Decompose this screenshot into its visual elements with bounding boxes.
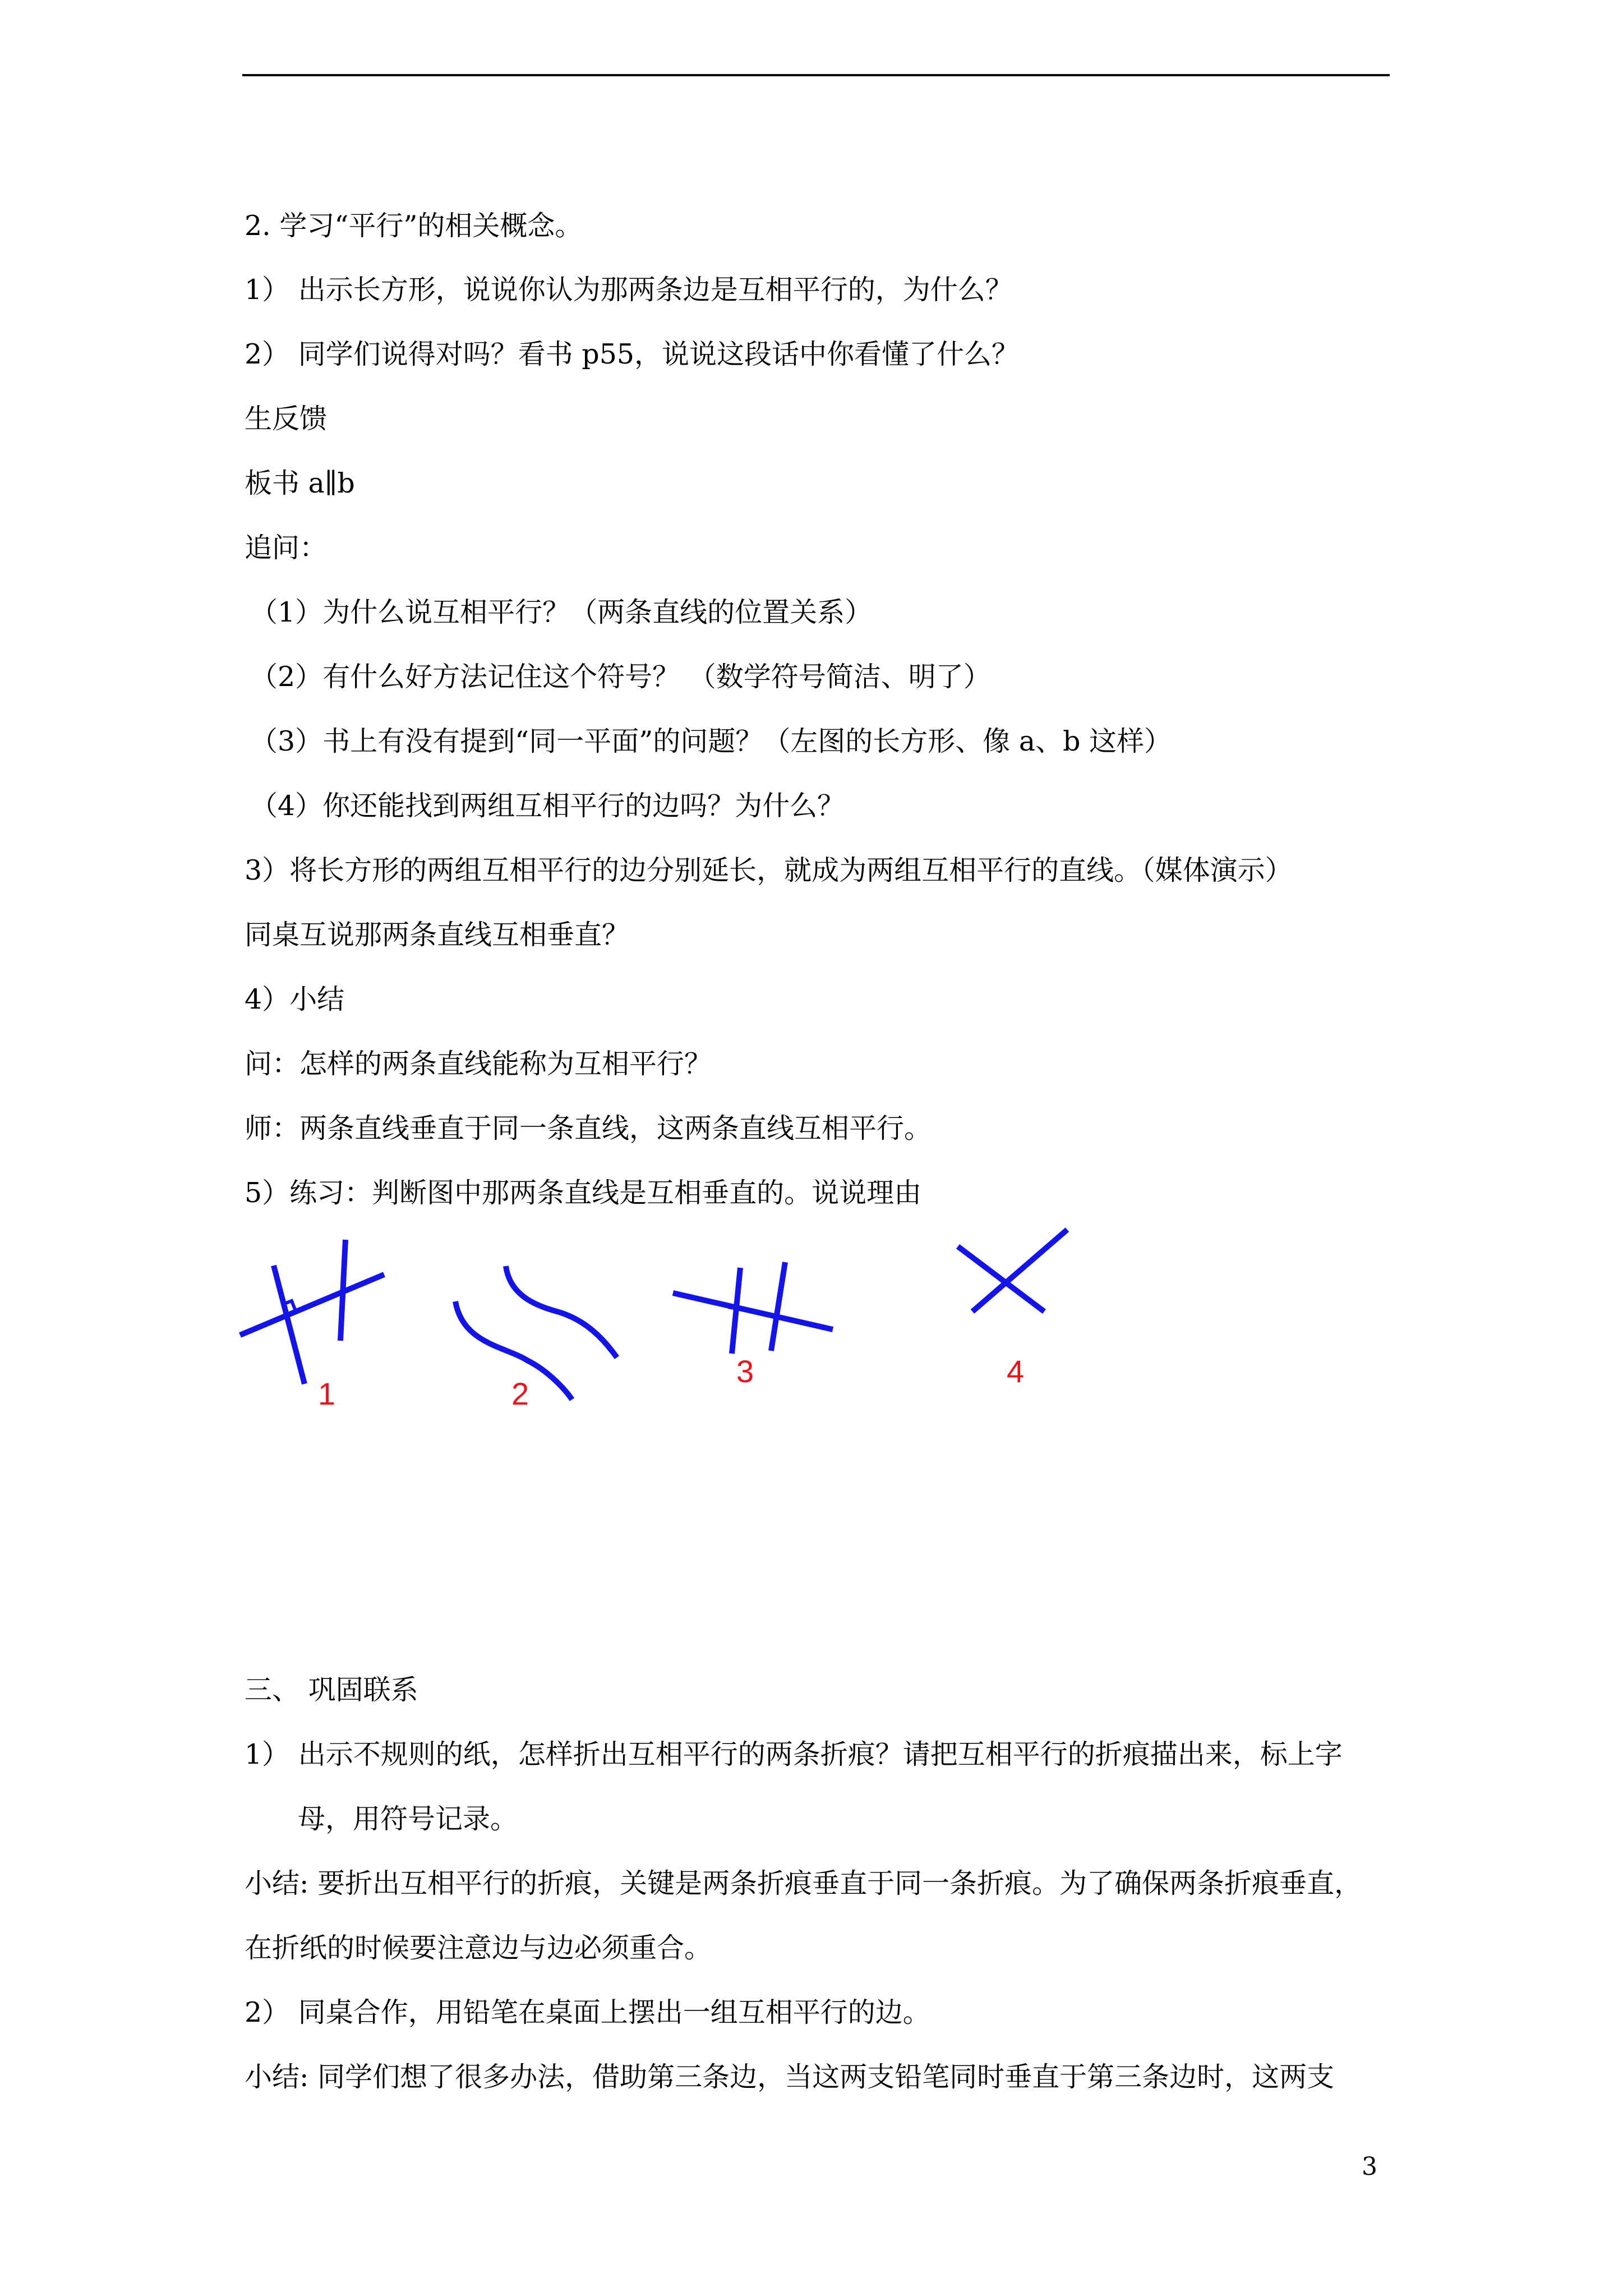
text-line: 5）练习：判断图中那两条直线是互相垂直的。说说理由 xyxy=(245,1177,922,1209)
text-line: （3）书上有没有提到“同一平面”的问题？（左图的长方形、像 a、b 这样） xyxy=(250,725,1172,757)
fig3-transversal xyxy=(673,1293,833,1329)
text-line: 追问： xyxy=(245,532,328,564)
figure-label-3: 3 xyxy=(736,1354,754,1389)
fig1-transversal xyxy=(240,1274,384,1335)
fig3-line-b xyxy=(771,1262,785,1351)
text-line: 1） 出示长方形，说说你认为那两条边是互相平行的，为什么？ xyxy=(245,274,1013,306)
text-line: 3）将长方形的两组互相平行的边分别延长，就成为两组互相平行的直线。（媒体演示） xyxy=(245,854,1293,886)
text-line: 小结: 要折出互相平行的折痕，关键是两条折痕垂直于同一条折痕。为了确保两条折痕垂直， xyxy=(245,1867,1362,1899)
text-line: （1）为什么说互相平行？（两条直线的位置关系） xyxy=(250,596,873,628)
text-line: 板书 a∥b xyxy=(245,467,355,499)
text-line: 在折纸的时候要注意边与边必须重合。 xyxy=(245,1932,712,1964)
text-line: 1） 出示不规则的纸，怎样折出互相平行的两条折痕？请把互相平行的折痕描出来，标上字 xyxy=(245,1738,1343,1770)
section-heading: 2. 学习“平行”的相关概念。 xyxy=(245,210,583,242)
text-line: 师：两条直线垂直于同一条直线，这两条直线互相平行。 xyxy=(245,1112,932,1144)
fig2-curve-b xyxy=(506,1266,617,1358)
text-line: 问：怎样的两条直线能称为互相平行？ xyxy=(245,1048,712,1080)
figure-label-1: 1 xyxy=(318,1376,336,1411)
text-line: 小结: 同学们想了很多办法，借助第三条边，当这两支铅笔同时垂直于第三条边时，这两支 xyxy=(245,2061,1335,2093)
page-number: 3 xyxy=(1362,2152,1377,2181)
header-rule xyxy=(242,74,1390,76)
text-line: 4）小结 xyxy=(245,983,345,1015)
figure-label-2: 2 xyxy=(511,1376,529,1411)
text-line: 2） 同学们说得对吗？看书 p55，说说这段话中你看懂了什么？ xyxy=(245,338,1020,370)
exercise-figures xyxy=(213,1223,1166,1481)
text-line: 母，用符号记录。 xyxy=(298,1803,518,1835)
text-line: （2）有什么好方法记住这个符号？ （数学符号简洁、明了） xyxy=(250,661,991,693)
figure-label-4: 4 xyxy=(1007,1354,1025,1389)
fig1-line-a xyxy=(274,1266,305,1384)
fig3-right-angle-mark xyxy=(728,1307,737,1317)
section-heading: 三、 巩固联系 xyxy=(245,1674,418,1706)
text-line: 同桌互说那两条直线互相垂直？ xyxy=(245,919,630,951)
exercise-figures-drawing xyxy=(213,1223,1166,1481)
text-line: 2） 同桌合作，用铅笔在桌面上摆出一组互相平行的边。 xyxy=(245,1996,930,2028)
fig1-line-b xyxy=(340,1240,345,1341)
text-line: （4）你还能找到两组互相平行的边吗？为什么？ xyxy=(250,790,845,822)
text-line: 生反馈 xyxy=(245,403,328,435)
fig4-line-a xyxy=(958,1246,1044,1312)
